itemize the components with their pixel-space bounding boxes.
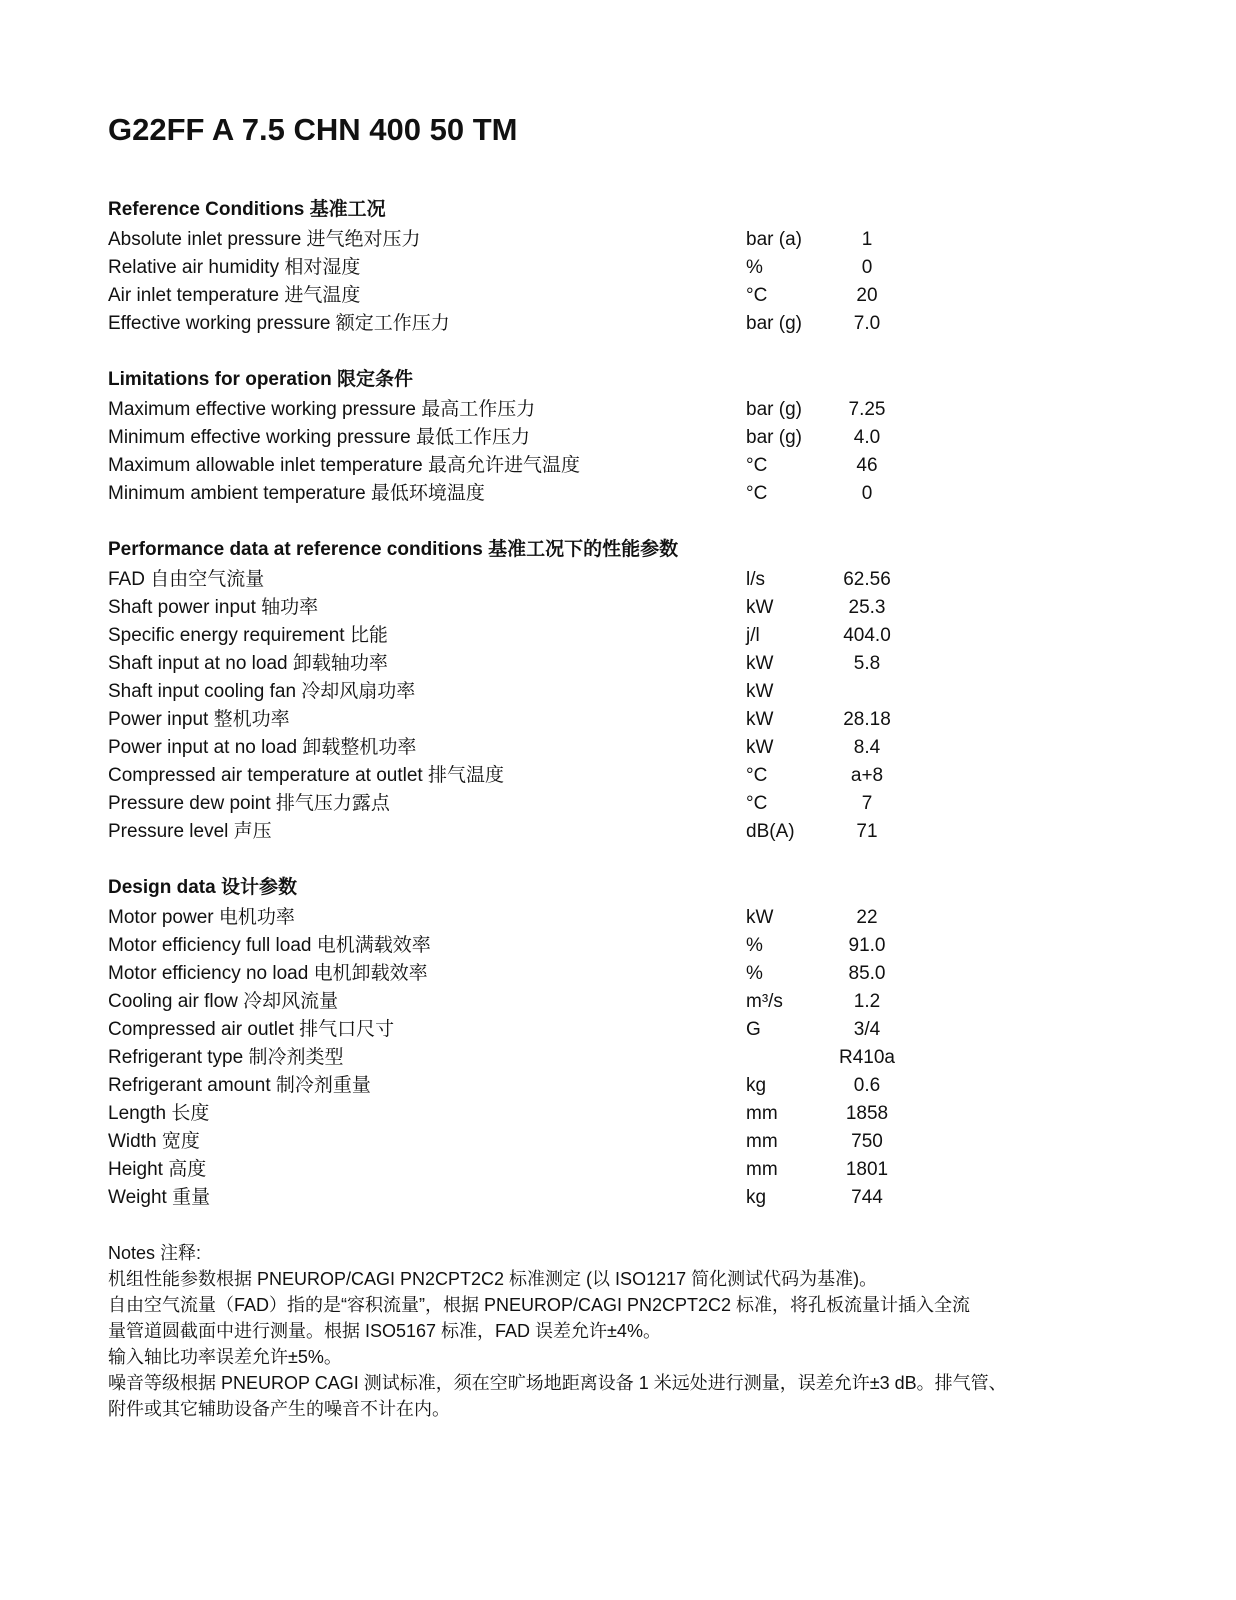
spec-value: 5.8 bbox=[853, 653, 881, 674]
spec-unit: % bbox=[746, 257, 763, 278]
note-line: 自由空气流量（FAD）指的是“容积流量”，根据 PNEUROP/CAGI PN2CPT2C2 标准，将孔板流量计插入全流 bbox=[108, 1295, 971, 1315]
spec-label: Length 长度 bbox=[108, 1103, 210, 1124]
spec-row bbox=[108, 594, 1128, 622]
spec-unit: dB(A) bbox=[746, 821, 795, 842]
spec-row bbox=[108, 480, 1128, 508]
spec-row bbox=[108, 254, 1128, 282]
spec-value: 1858 bbox=[845, 1103, 889, 1124]
spec-sheet bbox=[108, 112, 1128, 1422]
spec-value: 750 bbox=[851, 1131, 883, 1152]
note-line: 附件或其它辅助设备产生的噪音不计在内。 bbox=[108, 1399, 450, 1419]
spec-row bbox=[108, 762, 1128, 790]
spec-value: R410a bbox=[839, 1047, 895, 1068]
section-heading: Limitations for operation 限定条件 bbox=[108, 369, 414, 390]
spec-unit: bar (g) bbox=[746, 313, 802, 334]
spec-value: 71 bbox=[856, 821, 878, 842]
spec-label: Maximum effective working pressure 最高工作压力 bbox=[108, 399, 536, 420]
spec-unit: mm bbox=[746, 1131, 778, 1152]
spec-value: 0.6 bbox=[853, 1075, 881, 1096]
spec-row bbox=[108, 960, 1128, 988]
notes-lines bbox=[108, 1266, 1128, 1422]
spec-row bbox=[108, 734, 1128, 762]
spec-value: 0 bbox=[861, 257, 873, 278]
note-line: 量管道圆截面中进行测量。根据 ISO5167 标准，FAD 误差允许±4%。 bbox=[108, 1321, 661, 1341]
spec-value: 7.25 bbox=[848, 399, 886, 420]
spec-unit: kW bbox=[746, 737, 774, 758]
spec-row bbox=[108, 932, 1128, 960]
spec-sections bbox=[108, 196, 1128, 1212]
spec-row bbox=[108, 1072, 1128, 1100]
page-title: G22FF A 7.5 CHN 400 50 TM bbox=[108, 112, 518, 147]
spec-label: Compressed air temperature at outlet 排气温度 bbox=[108, 765, 504, 786]
spec-unit: m³/s bbox=[746, 991, 783, 1012]
spec-row bbox=[108, 790, 1128, 818]
spec-label: Maximum allowable inlet temperature 最高允许进气温度 bbox=[108, 455, 580, 476]
spec-value: 91.0 bbox=[848, 935, 886, 956]
spec-label: Motor efficiency no load 电机卸载效率 bbox=[108, 963, 428, 984]
spec-section bbox=[108, 536, 1128, 846]
spec-row bbox=[108, 650, 1128, 678]
spec-value: 404.0 bbox=[843, 625, 891, 646]
spec-unit: °C bbox=[746, 793, 768, 814]
spec-value: 1801 bbox=[845, 1159, 889, 1180]
spec-row bbox=[108, 1184, 1128, 1212]
spec-row bbox=[108, 678, 1128, 706]
spec-label: Effective working pressure 额定工作压力 bbox=[108, 313, 450, 334]
spec-value: 0 bbox=[861, 483, 873, 504]
notes-block bbox=[108, 1240, 1128, 1422]
spec-label: Relative air humidity 相对湿度 bbox=[108, 257, 361, 278]
spec-unit: kW bbox=[746, 709, 774, 730]
spec-label: Specific energy requirement 比能 bbox=[108, 625, 388, 646]
spec-label: Motor efficiency full load 电机满载效率 bbox=[108, 935, 431, 956]
spec-unit: bar (a) bbox=[746, 229, 802, 250]
spec-label: Power input 整机功率 bbox=[108, 709, 290, 730]
spec-row bbox=[108, 818, 1128, 846]
spec-unit: kW bbox=[746, 597, 774, 618]
spec-row bbox=[108, 622, 1128, 650]
spec-value: a+8 bbox=[850, 765, 884, 786]
spec-section bbox=[108, 874, 1128, 1212]
spec-row bbox=[108, 424, 1128, 452]
spec-unit bbox=[746, 1044, 832, 1072]
note-line: 噪音等级根据 PNEUROP CAGI 测试标准，须在空旷场地距离设备 1 米远处进行测量，误差允许±3 dB。排气管、 bbox=[108, 1373, 1007, 1393]
spec-label: Refrigerant type 制冷剂类型 bbox=[108, 1047, 344, 1068]
spec-label: Motor power 电机功率 bbox=[108, 907, 295, 928]
spec-row bbox=[108, 282, 1128, 310]
spec-unit: °C bbox=[746, 765, 768, 786]
spec-row bbox=[108, 1128, 1128, 1156]
spec-value: 22 bbox=[856, 907, 878, 928]
spec-label: Height 高度 bbox=[108, 1159, 207, 1180]
spec-unit: kg bbox=[746, 1075, 767, 1096]
spec-label: Shaft input at no load 卸载轴功率 bbox=[108, 653, 388, 674]
spec-unit: % bbox=[746, 935, 763, 956]
note-line: 机组性能参数根据 PNEUROP/CAGI PN2CPT2C2 标准测定 (以 ISO1217 简化测试代码为基准)。 bbox=[108, 1269, 878, 1289]
spec-value: 4.0 bbox=[853, 427, 881, 448]
spec-unit: j/l bbox=[746, 625, 760, 646]
spec-row bbox=[108, 396, 1128, 424]
spec-unit: kW bbox=[746, 907, 774, 928]
spec-value: 3/4 bbox=[853, 1019, 881, 1040]
spec-value bbox=[832, 678, 902, 706]
spec-unit: °C bbox=[746, 285, 768, 306]
spec-value: 7 bbox=[861, 793, 873, 814]
spec-row bbox=[108, 226, 1128, 254]
spec-label: Absolute inlet pressure 进气绝对压力 bbox=[108, 229, 421, 250]
section-heading: Design data 设计参数 bbox=[108, 877, 297, 898]
spec-label: Minimum ambient temperature 最低环境温度 bbox=[108, 483, 485, 504]
spec-value: 25.3 bbox=[848, 597, 886, 618]
spec-unit: kW bbox=[746, 653, 774, 674]
spec-row bbox=[108, 1156, 1128, 1184]
spec-unit: °C bbox=[746, 455, 768, 476]
spec-row bbox=[108, 452, 1128, 480]
spec-label: Pressure level 声压 bbox=[108, 821, 272, 842]
spec-label: Width 宽度 bbox=[108, 1131, 200, 1152]
spec-row bbox=[108, 1016, 1128, 1044]
spec-label: Pressure dew point 排气压力露点 bbox=[108, 793, 390, 814]
spec-value: 28.18 bbox=[843, 709, 891, 730]
spec-row bbox=[108, 988, 1128, 1016]
spec-value: 85.0 bbox=[848, 963, 886, 984]
spec-value: 7.0 bbox=[853, 313, 881, 334]
spec-row bbox=[108, 1044, 1128, 1072]
spec-unit: mm bbox=[746, 1159, 778, 1180]
spec-label: FAD 自由空气流量 bbox=[108, 569, 265, 590]
spec-value: 46 bbox=[856, 455, 878, 476]
spec-label: Cooling air flow 冷却风流量 bbox=[108, 991, 339, 1012]
spec-value: 20 bbox=[856, 285, 878, 306]
spec-label: Air inlet temperature 进气温度 bbox=[108, 285, 361, 306]
spec-unit: °C bbox=[746, 483, 768, 504]
notes-heading: Notes 注释: bbox=[108, 1243, 202, 1263]
spec-unit: kg bbox=[746, 1187, 767, 1208]
spec-unit: bar (g) bbox=[746, 399, 802, 420]
spec-row bbox=[108, 706, 1128, 734]
note-line: 输入轴比功率误差允许±5%。 bbox=[108, 1347, 342, 1367]
spec-value: 1 bbox=[861, 229, 873, 250]
spec-unit: G bbox=[746, 1019, 761, 1040]
spec-row bbox=[108, 1100, 1128, 1128]
spec-label: Weight 重量 bbox=[108, 1187, 211, 1208]
spec-unit: % bbox=[746, 963, 763, 984]
spec-value: 1.2 bbox=[853, 991, 881, 1012]
spec-unit: kW bbox=[746, 681, 774, 702]
spec-label: Refrigerant amount 制冷剂重量 bbox=[108, 1075, 371, 1096]
spec-row bbox=[108, 566, 1128, 594]
spec-section bbox=[108, 196, 1128, 338]
spec-label: Minimum effective working pressure 最低工作压力 bbox=[108, 427, 530, 448]
spec-section bbox=[108, 366, 1128, 508]
section-heading: Performance data at reference conditions 基准工况下的性能参数 bbox=[108, 539, 679, 560]
spec-label: Power input at no load 卸载整机功率 bbox=[108, 737, 417, 758]
spec-unit: bar (g) bbox=[746, 427, 802, 448]
spec-value: 744 bbox=[851, 1187, 883, 1208]
spec-row bbox=[108, 904, 1128, 932]
spec-label: Shaft input cooling fan 冷却风扇功率 bbox=[108, 681, 416, 702]
spec-unit: l/s bbox=[746, 569, 765, 590]
spec-value: 8.4 bbox=[853, 737, 881, 758]
spec-unit: mm bbox=[746, 1103, 778, 1124]
spec-value: 62.56 bbox=[843, 569, 891, 590]
spec-label: Shaft power input 轴功率 bbox=[108, 597, 319, 618]
section-heading: Reference Conditions 基准工况 bbox=[108, 199, 386, 220]
spec-row bbox=[108, 310, 1128, 338]
spec-label: Compressed air outlet 排气口尺寸 bbox=[108, 1019, 395, 1040]
